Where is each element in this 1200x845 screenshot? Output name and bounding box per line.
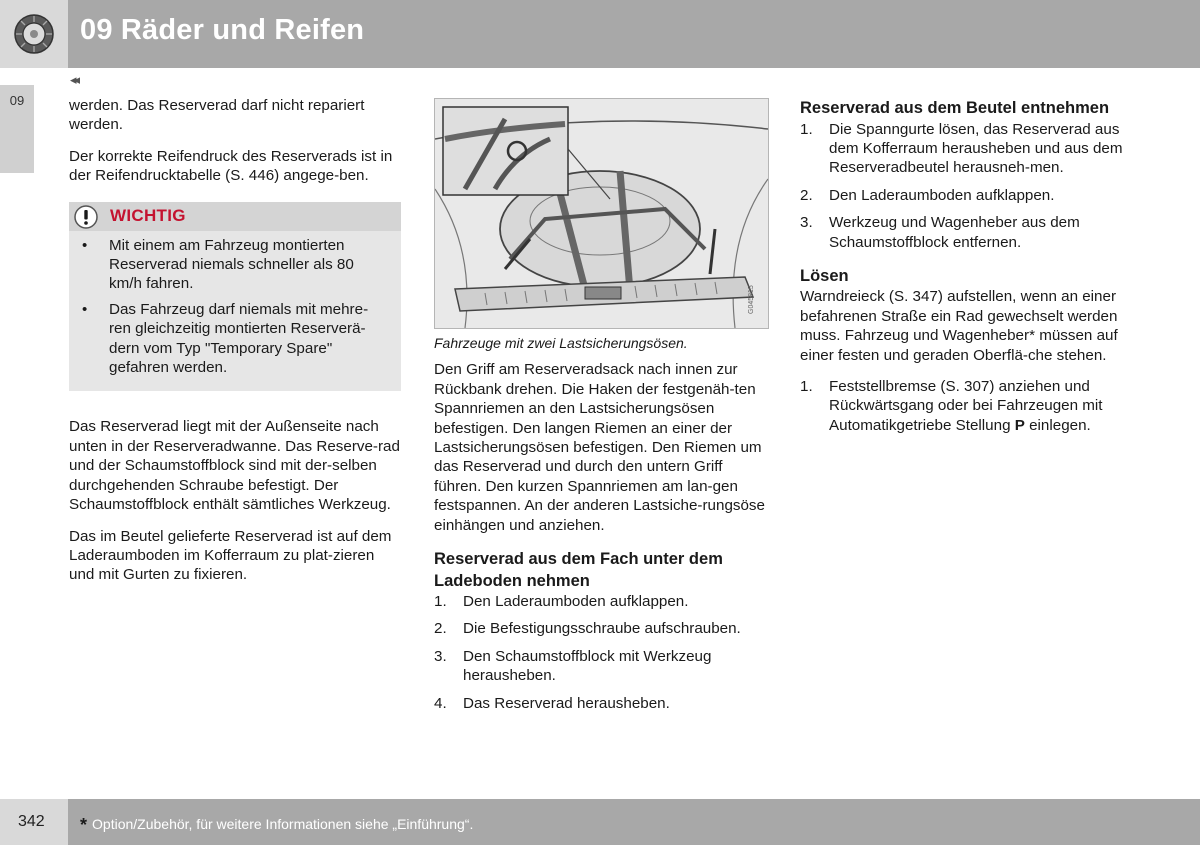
steps-list — [800, 120, 1140, 252]
section-heading: Reserverad aus dem Fach unter dem Ladeboden nehmen — [434, 550, 723, 590]
continued-marker: ◂◂ — [70, 72, 78, 87]
list-item: • Das Fahrzeug darf niemals mit mehre-ren gleichzeitig montierten Reserverä-dern vom Typ "Temporary Spare" gefahren werden. — [69, 300, 389, 378]
column-1 — [69, 96, 401, 597]
section-heading: Reserverad aus dem Beutel entnehmen — [800, 99, 1110, 117]
figure-caption: Fahrzeuge mit zwei Lastsicherungsösen. — [434, 335, 688, 351]
step-text: Das Reserverad herausheben. — [463, 694, 670, 712]
footnote — [80, 813, 473, 834]
paragraph: Das im Beutel gelieferte Reserverad ist auf dem Laderaumboden im Kofferraum zu plat-zieren und mit Gurten zu fixieren. — [69, 527, 392, 584]
list-item — [800, 213, 1140, 252]
page-number: 342 — [18, 813, 45, 830]
step-number: 1. — [800, 378, 813, 396]
spare-wheel-illustration — [434, 98, 769, 329]
footnote-text: Option/Zubehör, für weitere Informationen siehe „Einführung“. — [92, 816, 474, 832]
step-text: Den Laderaumboden aufklappen. — [463, 593, 689, 611]
list-item — [434, 647, 769, 686]
warning-title: WICHTIG — [110, 205, 186, 225]
step-text: Feststellbremse (S. 307) anziehen und Rückwärtsgang oder bei Fahrzeugen mit Automatikgetriebe Stellung — [829, 378, 1103, 434]
paragraph: werden. Das Reserverad darf nicht repariert werden. — [69, 97, 365, 134]
figure-code: G045815 — [748, 285, 755, 314]
list-item — [800, 377, 1140, 435]
step-text-end: einlegen. — [1024, 416, 1091, 434]
step-text: Werkzeug und Wagenheber aus dem Schaumstoffblock entfernen. — [829, 214, 1080, 251]
list-item: • Mit einem am Fahrzeug montierten Reserverad niemals schneller als 80 km/h fahren. — [69, 236, 389, 294]
list-item — [800, 120, 1140, 178]
step-text: Die Befestigungsschraube aufschrauben. — [463, 620, 741, 638]
step-text: Den Schaumstoffblock mit Werkzeug herausheben. — [463, 647, 712, 685]
step-number: 3. — [800, 214, 813, 232]
chapter-side-tab — [0, 85, 34, 173]
step-number: 2. — [434, 620, 447, 638]
step-number: 4. — [434, 694, 447, 712]
column-3 — [800, 98, 1140, 443]
step-number: 1. — [800, 120, 813, 138]
gear-position: P — [1014, 416, 1025, 434]
step-number: 2. — [800, 186, 813, 204]
side-tab-label: 09 — [9, 93, 25, 108]
header-icon-area — [0, 0, 68, 68]
list-item — [434, 694, 769, 713]
chapter-title: 09 Räder und Reifen — [80, 14, 365, 46]
warning-list — [69, 231, 401, 378]
footnote-star: * — [80, 815, 88, 835]
warning-header — [69, 202, 401, 231]
tire-icon — [13, 13, 55, 55]
trunk-illustration — [435, 99, 768, 328]
list-item — [800, 186, 1140, 205]
step-text: Die Spanngurte lösen, das Reserverad aus dem Kofferraum herausheben und aus dem Reserveradbeutel herausneh-men. — [829, 120, 1123, 177]
column-2 — [434, 98, 769, 721]
step-number: 3. — [434, 647, 447, 665]
list-item — [434, 592, 769, 611]
warning-box — [69, 202, 401, 392]
paragraph: Warndreieck (S. 347) aufstellen, wenn an einer befahrenen Straße ein Rad gewechselt werden muss. Fahrzeug und Wagenheber* müssen auf einer festen und geraden Oberflä-che stehen. — [800, 288, 1118, 364]
steps-list — [434, 592, 769, 713]
section-heading: Lösen — [800, 266, 849, 285]
paragraph: Der korrekte Reifendruck des Reserverads ist in der Reifendrucktabelle (S. 446) angege-ben. — [69, 147, 393, 185]
paragraph: Das Reserverad liegt mit der Außenseite nach unten in der Reserveradwanne. Das Reserve-rad und der Schaumstoffblock sind mit der-selben durchgehenden Schraube befestigt. Der Schaumstoffblock enthält sämtliches Werkzeug. — [69, 418, 400, 514]
list-item — [434, 619, 769, 638]
step-number: 1. — [434, 593, 447, 611]
steps-list — [800, 377, 1140, 435]
step-text: Den Laderaumboden aufklappen. — [829, 186, 1055, 204]
exclamation-icon — [74, 205, 98, 229]
paragraph: Den Griff am Reserveradsack nach innen zur Rückbank drehen. Die Haken der festgenäh-ten Spannriemen an den Lastsicherungsösen befestigen. Den langen Riemen an einer der Lastsicherungsösen befestigen. Den Riemen um das Reserverad und durch den untern Griff führen. Den kurzen Spannriemen am lan-gen festspannen. An der anderen Lastsiche-rungsöse einhängen und anziehen. — [434, 361, 765, 534]
